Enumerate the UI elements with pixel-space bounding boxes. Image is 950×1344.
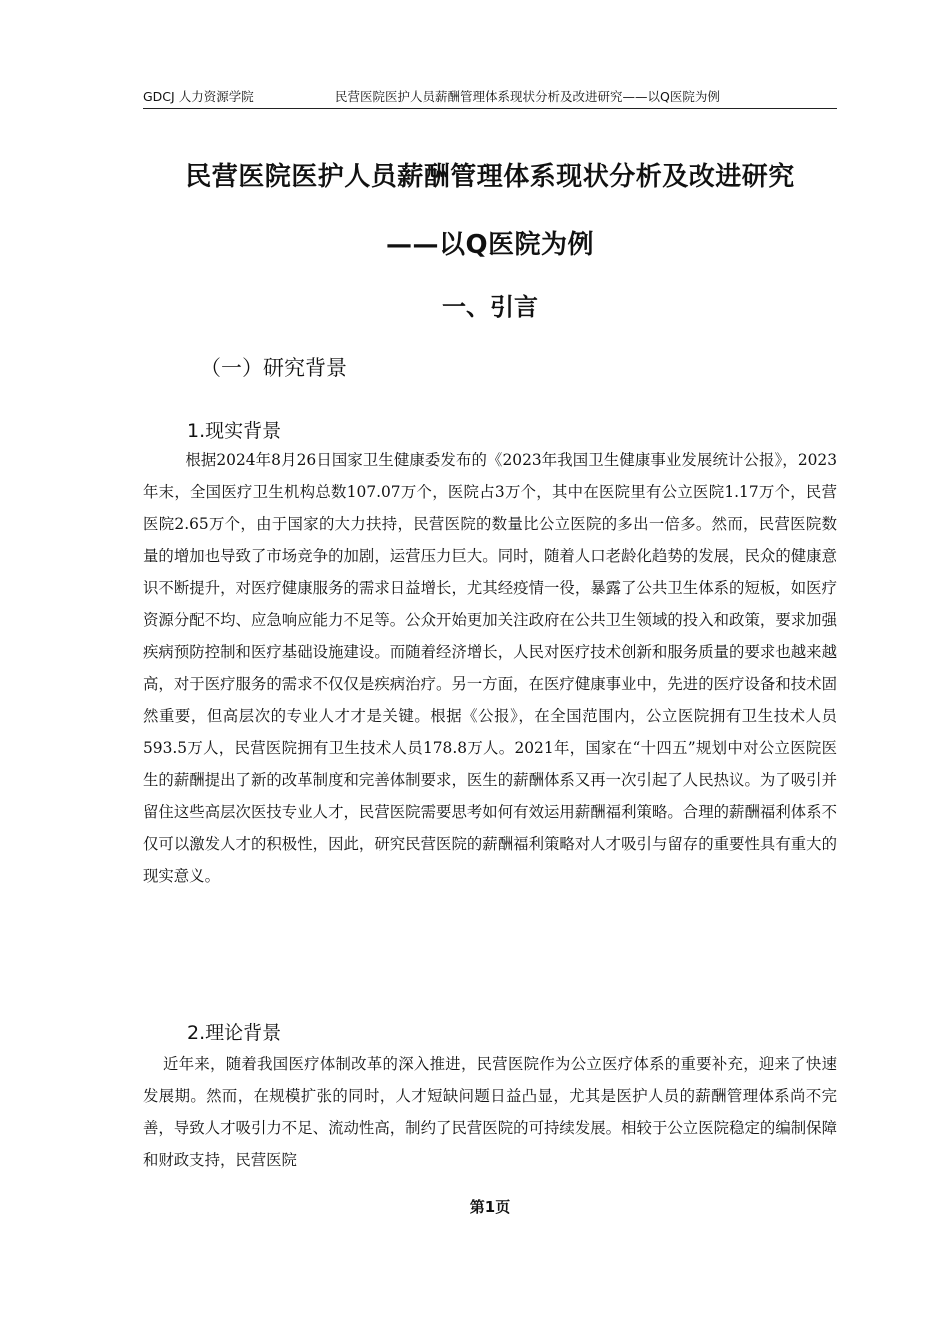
paper-title: 民营医院医护人员薪酬管理体系现状分析及改进研究 [185, 162, 795, 192]
header-paper-title: 民营医院医护人员薪酬管理体系现状分析及改进研究——以Q医院为例 [335, 89, 720, 104]
paragraph-practical-background: 根据2024年8月26日国家卫生健康委发布的《2023年我国卫生健康事业发展统计公报》，2023年末，全国医疗卫生机构总数107.07万个，医院占3万个，其中在医院里有公立医院1.17万个，民营医院2.65万个，由于国家的大力扶持，民营医院的数量比公立医院的多出一倍多。然而，民营医院数量的增加也导致了市场竞争的加剧，运营压力巨大。同时，随着人口老龄化趋势的发展，民众的健康意识不断提升，对医疗健康服务的需求日益增长，尤其经疫情一役，暴露了公共卫生体系的短板，如医疗资源分配不均、应急响应能力不足等。公众开始更加关注政府在公共卫生领域的投入和政策，要求加强疾病预防控制和医疗基础设施建设。而随着经济增长，人民对医疗技术创新和服务质量的要求也越来越高，对于医疗服务的需求不仅仅是疾病治疗。另一方面，在医疗健康事业中，先进的医疗设备和技术固然重要，但高层次的专业人才才是关键。根据《公报》，在全国范围内，公立医院拥有卫生技术人员593.5万人，民营医院拥有卫生技术人员178.8万人。2021年，国家在“十四五”规划中对公立医院医生的薪酬提出了新的改革制度和完善体制要求，医生的薪酬体系又再一次引起了人民热议。为了吸引并留住这些高层次医技专业人才，民营医院需要思考如何有效运用薪酬福利策略。合理的薪酬福利体系不仅可以激发人才的积极性，因此，研究民营医院的薪酬福利策略对人才吸引与留存的重要性具有重大的现实意义。 [143, 451, 837, 885]
part-heading-practical: 1.现实背景 [187, 420, 282, 442]
header-institution: GDCJ 人力资源学院 [143, 89, 254, 104]
section-heading-introduction: 一、引言 [442, 293, 538, 321]
subsection-heading-background: （一）研究背景 [200, 356, 347, 380]
running-header [143, 86, 837, 109]
paper-subtitle: ——以Q医院为例 [385, 230, 595, 260]
part-heading-theoretical: 2.理论背景 [187, 1022, 282, 1044]
page-number: 第1页 [469, 1198, 511, 1216]
paragraph-theoretical-background: 近年来，随着我国医疗体制改革的深入推进，民营医院作为公立医疗体系的重要补充，迎来了快速发展期。然而，在规模扩张的同时，人才短缺问题日益凸显，尤其是医护人员的薪酬管理体系尚不完善，导致人才吸引力不足、流动性高，制约了民营医院的可持续发展。相较于公立医院稳定的编制保障和财政支持，民营医院 [143, 1055, 837, 1169]
